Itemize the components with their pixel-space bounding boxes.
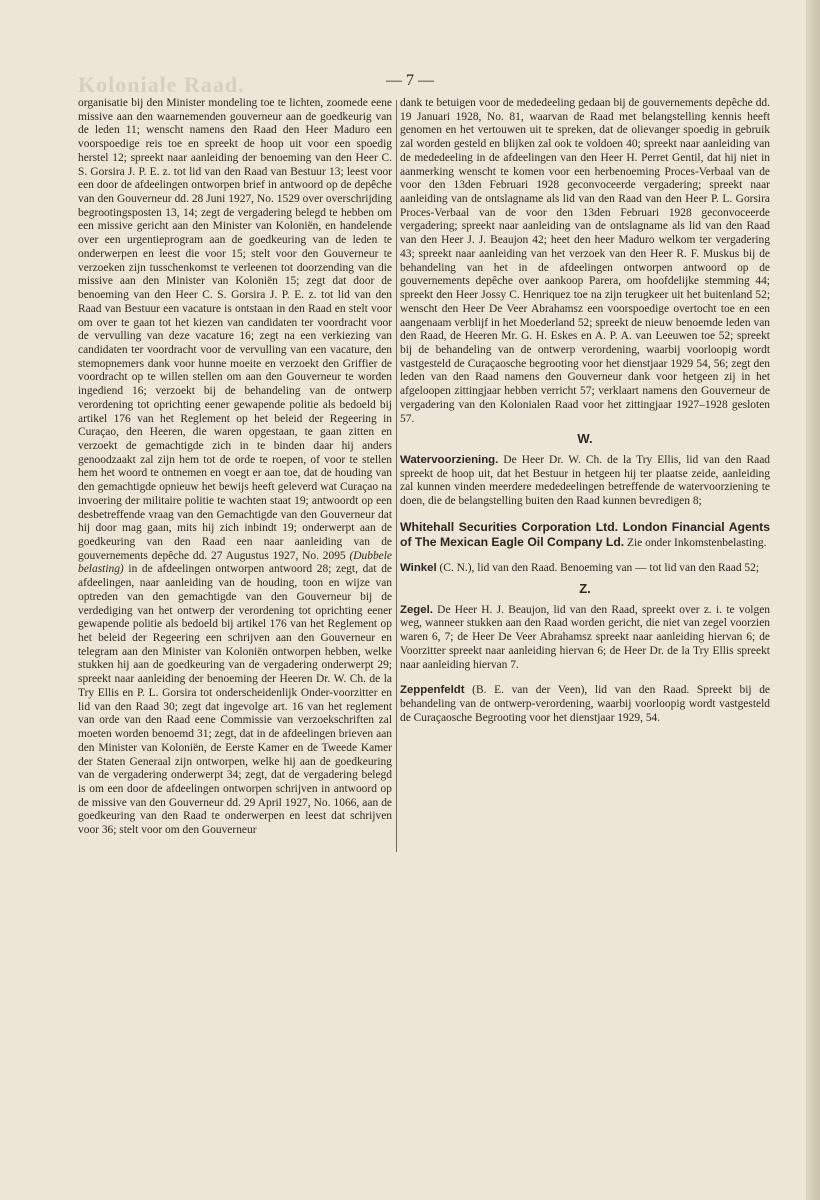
page-edge [806,0,820,1200]
index-entry-whitehall [400,521,770,550]
index-entry-winkel [400,562,770,576]
entry-heading: Whitehall Securities Corporation Ltd. London Financial Agents of The Mexican Eagle Oil Company Ld. [400,519,770,549]
column-divider [396,100,397,852]
text-run: organisatie bij den Minister mondeling toe te lichten, zoomede eene missive aan den waarnemenden gouverneur aan de goedkeurig van de leden 11; wenscht namens den Raad den Heer Maduro een voorspoedige reis toe en spreekt de hoop uit voor een spoedig herstel 12; spreekt naar aanleiding der benoeming van den Heer C. S. Gorsira J. P. E. z. tot lid van den Raad van Bestuur 13; leest voor een door de afdeelingen ontworpen brief in antwoord op de depêche van den Gouverneur dd. 28 Juni 1927, No. 1529 over overschrijding begrootingsposten 13, 14; zegt de vergadering belegd te hebben om een missive gericht aan den Minister van Koloniën, en handelende over een urgentieprogram aan de goedkeuring van de leden te onderwerpen en leest die voor 15; stelt voor den Gouverneur te verzoeken zijn tusschenkomst te verleenen tot doorzending van die missive aan den Minister van Koloniën 15; zegt dat door de benoeming van den Heer C. S. Gorsira J. P. E. z. tot lid van den Raad van Bestuur een vacature is ontstaan in den Raad en stelt voor om over te gaan tot het kiezen van candidaten ter voordracht voor de vervulling van deze vacature 16; zegt na een verkiezing van candidaten ter voordracht voor de vervulling van een vacature, den stemopnemers dank voor hunne moeite en verzoekt den Griffier de voordracht op te willen stellen om aan den Gouverneur te worden ingediend 16; verzoekt bij de behandeling van de ontwerp verordening tot oprichting eener gewapende politie als bedoeld bij artikel 176 van het Reglement op het beleid der Regeering in Curaçao, den Heeren, die waren opgestaan, te gaan zitten en verzoekt de gemachtigde zich in te binden daar hij anders genoodzaakt zal zijn hem tot de orde te roepen, of voor te stellen hem het woord te ontnemen en voegt er aan toe, dat de houding van den gemachtigde opnieuw het bewijs heeft geleverd wat Curaçao na invoering der militaire politie te wachten staat 19; antwoordt op een desbetreffende vraag van den Gemachtigde van den Gouverneur dat hij door mag gaan, mits hij zich inbindt 19; onderwerpt aan de goedkeuring van den Raad een naar aanleiding van de gouvernements depêche dd. 27 Augustus 1927, No. 2095 [78,97,392,562]
entry-heading: Zegel. [400,603,433,616]
text-run: in de afdeelingen ontworpen antwoord 28; zegt, dat de afdeelingen, naar aanleiding van de houding, toon en wijze van optreden van den gemachtigde van den Gouverneur bij de verdediging van het ontwerp der verordening tot oprichting eener gewapende politie als bedoeld bij artikel 176 van het Reglement op het beleid der Regeering een schrijven aan den Gouverneur en telegram aan den Minister van Koloniën ontworpen hebben, welke stukken hij aan de goedkeuring van de vergadering onderwerpt 29; spreekt naar aanleiding der benoeming der Heeren Dr. W. Ch. de la Try Ellis en P. L. Gorsira tot onderscheidenlijk Onder-voorzitter en lid van den Raad 30; zegt dat ingevolge art. 16 van het reglement van orde van den Raad eene Commissie van verzoekschriften zal moeten worden benoemd 31; zegt, dat in de afdeelingen brieven aan den Minister van Koloniën, de Eerste Kamer en de Tweede Kamer der Staten Generaal zijn ontworpen, welke hij aan de goedkeuring van de vergadering onderwerpt 34; zegt, dat de vergadering belegd is om een door de afdeelingen ontworpen schrijven in antwoord op de missive van den Gouverneur dd. 29 April 1927, No. 1066, aan de goedkeuring van den Raad te onderwerpen en leest dat schrijven voor 36; stelt voor om den Gouverneur [78,563,392,837]
index-entry-zegel [400,604,770,673]
section-letter-z: Z. [579,581,591,596]
index-entry-watervoorziening [400,454,770,509]
entry-heading: Zeppenfeldt [400,684,465,697]
entry-text: Zie onder Inkomstenbelasting. [624,536,767,549]
entry-text: De Heer H. J. Beaujon, lid van den Raad, spreekt over z. i. te volgen weg, wanneer stukken aan den Raad worden gericht, die niet van zegel voorzien waren 6, 7; de Heer De Veer Abrahamsz spreekt naar aanleiding hiervan 6; de Voorzitter spreekt naar aanleiding hiervan 6; de Heer Dr. de la Try Ellis spreekt naar aanleiding hiervan 7. [400,603,770,671]
entry-text: (C. N.), lid van den Raad. Benoeming van — tot lid van den Raad 52; [436,562,760,575]
page-number: — 7 — [386,72,434,89]
entry-heading: Watervoorziening. [400,453,499,466]
entry-text: De Heer Dr. W. Ch. de la Try Ellis, lid van den Raad spreekt de hoop uit, dat het Bestuur in hetgeen hij ter plaatse zeide, aanleiding zal kunnen vinden meerdere mededeelingen betreffende de watervoorziening te doen, die de belangstelling buiten den Raad kunnen bevredigen 8; [400,453,770,508]
spacer [400,672,770,684]
spacer [400,550,770,562]
entry-heading: Winkel [400,562,437,575]
left-column [78,97,392,838]
paragraph-continued [78,97,392,838]
section-letter-w: W. [577,431,593,447]
index-entry-zeppenfeldt [400,684,770,725]
entry-text: (B. E. van der Veen), lid van den Raad. Spreekt bij de behandeling van de ontwerp-verordening, waarbij voorloopig wordt vastgesteld de Curaçaosche Begrooting voor het dienstjaar 1929, 54. [400,684,770,724]
right-column [400,97,770,725]
italic-run: (Dubbele belasting) [78,549,392,576]
paragraph-continued: dank te betuigen voor de mededeeling gedaan bij de gouvernements depêche dd. 19 Januari 1928, No. 81, waarvan de Raad met belangstelling kennis heeft genomen en het vertouwen uit te spreken, dat de olievanger spoedig in gebruik zal worden gesteld en blijken zal ook te voldoen 40; spreekt naar aanleiding van de mededeeling in de afdeelingen van den Heer H. Perret Gentil, dat hij niet in aanmerking wenscht te komen voor een herbenoeming Proces-Verbaal van de voor den 13den Februari 1928 geconvoceerde vergadering; spreekt naar aanleiding van de ontslagname als lid van den Raad van den Heer P. L. Gorsira Proces-Verbaal van de voor den 13den Februari 1928 geconvoceerde vergadering; spreekt naar aanleiding van de ontslagname als lid van den Raad van den Heer J. J. Beaujon 42; heet den heer Maduro welkom ter vergadering 43; spreekt naar aanleiding van het verzoek van den Heer R. F. Muskus bij de behandeling van het in de afdeelingen ontworpen antwoord op de gouvernements depêche over aankoop Parera, om hoofdelijke stemming 44; spreekt den Heer Jossy C. Henriquez toe na zijn terugkeer uit het buitenland 52; wenscht den Heer De Veer Abrahamsz een voorspoedige overtocht toe en een aangenaam verblijf in het Moederland 52; spreekt de nieuw benoemde leden van den Raad, de Heeren Mr. G. H. Eskes en A. P. A. van Leeuwen toe 52; spreekt bij de behandeling van de ontwerp verordening, waarbij voorloopig wordt vastgesteld de Curaçaosche begrooting voor het dienstjaar 1929 54, 56; zegt den leden van den Raad namens den Gouverneur dank voor hetgeen zij in het afgeloopen zittingjaar hebben verricht 57; verklaart namens den Gouverneur de vergadering van den Kolonialen Raad voor het zittingjaar 1927–1928 gesloten 57. [400,97,770,425]
bleed-through-heading: Koloniale Raad. [78,72,245,97]
